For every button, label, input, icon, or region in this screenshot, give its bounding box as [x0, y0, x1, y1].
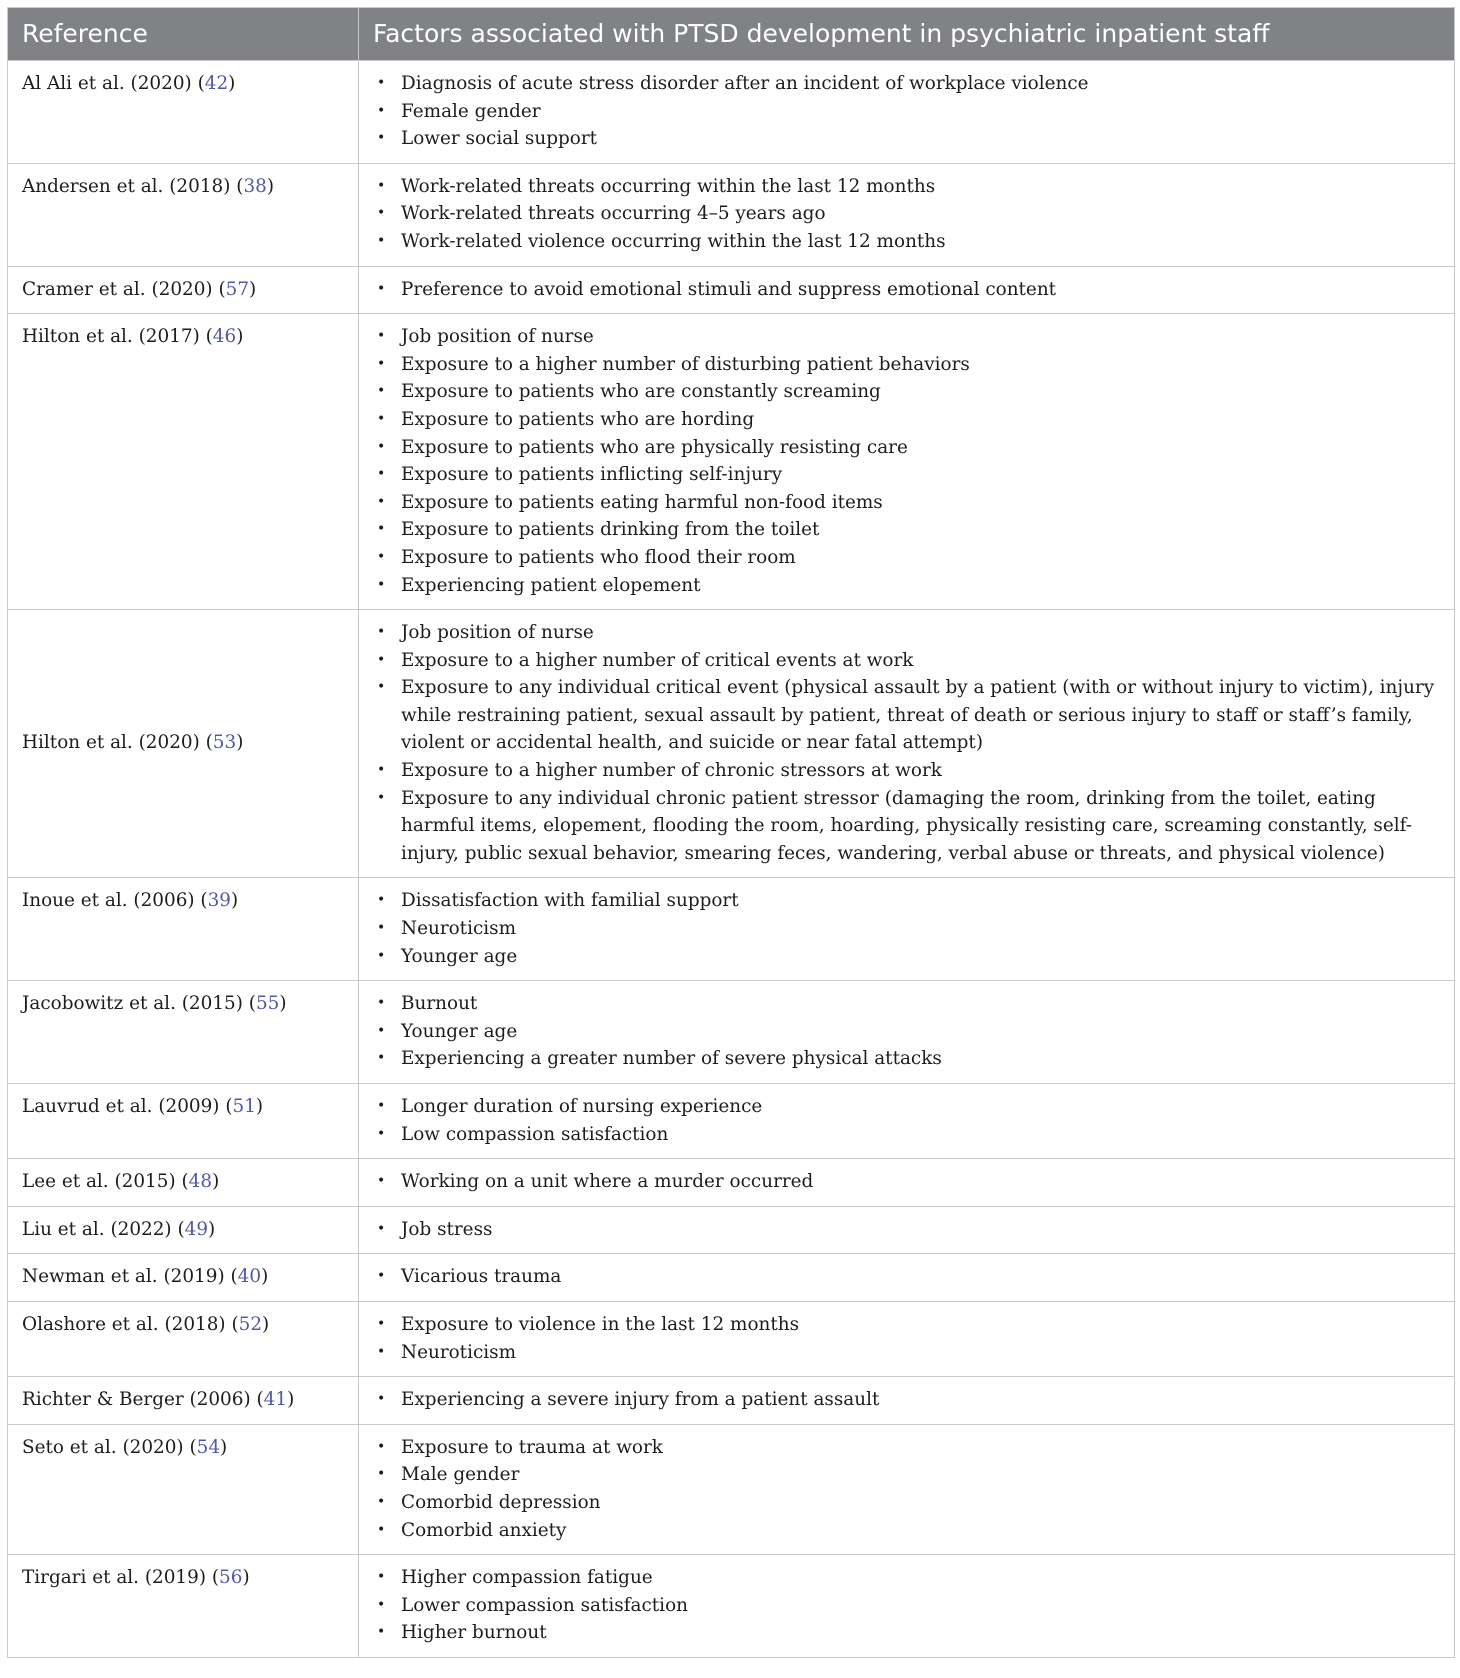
factor-item: • Low compassion satisfaction [373, 1121, 1440, 1149]
factor-item: • Comorbid anxiety [373, 1517, 1440, 1545]
factor-item: • Burnout [373, 990, 1440, 1018]
citation-link[interactable]: 55 [255, 993, 280, 1015]
factor-item: • Higher compassion fatigue [373, 1564, 1440, 1592]
factors-cell [359, 1424, 1455, 1554]
table-row [8, 1159, 1455, 1207]
factors-list [373, 1386, 1440, 1414]
factor-item: • Diagnosis of acute stress disorder after an incident of workplace violence [373, 70, 1440, 98]
reference-cell: Newman et al. (2019) (40) [8, 1254, 359, 1302]
reference-text: Cramer et al. (2020) [22, 278, 213, 300]
factor-item: • Exposure to patients who are constantly screaming [373, 378, 1440, 406]
factors-list [373, 887, 1440, 970]
reference-cell: Andersen et al. (2018) (38) [8, 163, 359, 266]
table-row [8, 1301, 1455, 1376]
factor-item: • Job position of nurse [373, 323, 1440, 351]
reference-cell: Inoue et al. (2006) (39) [8, 878, 359, 981]
factors-list [373, 990, 1440, 1073]
reference-text: Liu et al. (2022) [22, 1218, 172, 1240]
table-row [8, 981, 1455, 1084]
factors-list [373, 1311, 1440, 1366]
reference-text: Newman et al. (2019) [22, 1266, 225, 1288]
citation-link[interactable]: 46 [212, 326, 237, 348]
factors-list [373, 619, 1440, 867]
factor-item: • Work-related threats occurring within the last 12 months [373, 173, 1440, 201]
factors-list [373, 1168, 1440, 1196]
citation-link[interactable]: 52 [238, 1313, 263, 1335]
factor-item: • Preference to avoid emotional stimuli and suppress emotional content [373, 276, 1440, 304]
factor-item: • Job position of nurse [373, 619, 1440, 647]
table-row [8, 1254, 1455, 1302]
factor-item: • Female gender [373, 98, 1440, 126]
table-row [8, 61, 1455, 164]
reference-cell: Jacobowitz et al. (2015) (55) [8, 981, 359, 1084]
factors-cell [359, 163, 1455, 266]
factors-cell [359, 61, 1455, 164]
citation-link[interactable]: 41 [263, 1389, 288, 1411]
table-row [8, 1206, 1455, 1254]
reference-cell: Hilton et al. (2017) (46) [8, 314, 359, 610]
reference-cell: Hilton et al. (2020) (53) [8, 610, 359, 878]
reference-cell: Al Ali et al. (2020) (42) [8, 61, 359, 164]
factor-item: • Work-related violence occurring within the last 12 months [373, 228, 1440, 256]
factors-cell [359, 1555, 1455, 1658]
reference-cell: Olashore et al. (2018) (52) [8, 1301, 359, 1376]
factors-cell [359, 878, 1455, 981]
factor-item: • Work-related threats occurring 4–5 years ago [373, 200, 1440, 228]
factor-item: • Exposure to patients who flood their room [373, 544, 1440, 572]
factors-list [373, 1263, 1440, 1291]
reference-text: Jacobowitz et al. (2015) [22, 993, 243, 1015]
factor-item: • Exposure to patients who are hording [373, 406, 1440, 434]
factor-item: • Exposure to trauma at work [373, 1434, 1440, 1462]
reference-cell: Cramer et al. (2020) (57) [8, 266, 359, 314]
factor-item: • Exposure to a higher number of critical events at work [373, 647, 1440, 675]
factors-cell [359, 1159, 1455, 1207]
factors-list [373, 173, 1440, 256]
factors-cell [359, 1084, 1455, 1159]
reference-text: Inoue et al. (2006) [22, 890, 195, 912]
factors-list [373, 1093, 1440, 1148]
factors-list [373, 70, 1440, 153]
reference-text: Tirgari et al. (2019) [22, 1567, 207, 1589]
factors-list [373, 1564, 1440, 1647]
factor-item: • Younger age [373, 943, 1440, 971]
table-row [8, 610, 1455, 878]
reference-text: Al Ali et al. (2020) [22, 73, 192, 94]
citation-link[interactable]: 56 [219, 1567, 243, 1589]
table-row [8, 1084, 1455, 1159]
citation-link[interactable]: 49 [184, 1218, 209, 1240]
factor-item: • Longer duration of nursing experience [373, 1093, 1440, 1121]
table-row [8, 1424, 1455, 1554]
reference-text: Hilton et al. (2020) [22, 732, 200, 754]
factors-list [373, 1216, 1440, 1244]
factor-item: • Experiencing a severe injury from a patient assault [373, 1386, 1440, 1414]
factor-item: • Exposure to any individual chronic patient stressor (damaging the room, drinking from the toilet, eating harmful items, elopement, flooding the room, hoarding, physically resisting care, screaming constantly, self-injury, public sexual behavior, smearing feces, wandering, verbal abuse or threats, and physical violence) [373, 785, 1440, 868]
factor-item: • Working on a unit where a murder occurred [373, 1168, 1440, 1196]
reference-cell: Lee et al. (2015) (48) [8, 1159, 359, 1207]
column-header-reference: Reference [8, 8, 359, 61]
citation-link[interactable]: 51 [232, 1096, 256, 1117]
factors-cell [359, 610, 1455, 878]
citation-link[interactable]: 39 [207, 890, 232, 912]
factor-item: • Exposure to patients who are physically resisting care [373, 434, 1440, 462]
factors-cell [359, 981, 1455, 1084]
factor-item: • Job stress [373, 1216, 1440, 1244]
citation-link[interactable]: 42 [204, 73, 229, 94]
column-header-factors: Factors associated with PTSD development in psychiatric inpatient staff [359, 8, 1455, 61]
factor-item: • Higher burnout [373, 1619, 1440, 1647]
reference-cell: Richter & Berger (2006) (41) [8, 1377, 359, 1425]
reference-text: Lee et al. (2015) [22, 1171, 176, 1193]
factor-item: • Dissatisfaction with familial support [373, 887, 1440, 915]
citation-link[interactable]: 48 [188, 1171, 213, 1193]
factors-cell [359, 314, 1455, 610]
factor-item: • Experiencing a greater number of severe physical attacks [373, 1045, 1440, 1073]
citation-link[interactable]: 57 [225, 278, 250, 300]
factors-cell [359, 1377, 1455, 1425]
factor-item: • Exposure to violence in the last 12 months [373, 1311, 1440, 1339]
factor-item: • Neuroticism [373, 915, 1440, 943]
factor-item: • Exposure to any individual critical event (physical assault by a patient (with or without injury to victim), injury while restraining patient, sexual assault by patient, threat of death or serious injury to staff or staff’s family, violent or accidental health, and suicide or near fatal attempt) [373, 674, 1440, 757]
reference-cell: Tirgari et al. (2019) (56) [8, 1555, 359, 1658]
factor-item: • Neuroticism [373, 1339, 1440, 1367]
reference-text: Andersen et al. (2018) [22, 175, 231, 197]
factor-item: • Lower social support [373, 125, 1440, 153]
table-body [8, 61, 1455, 1658]
table-row [8, 163, 1455, 266]
factor-item: • Experiencing patient elopement [373, 572, 1440, 600]
reference-text: Seto et al. (2020) [22, 1436, 184, 1458]
ptsd-factors-table [7, 7, 1455, 1658]
reference-cell: Liu et al. (2022) (49) [8, 1206, 359, 1254]
factors-cell [359, 266, 1455, 314]
factor-item: • Exposure to a higher number of chronic stressors at work [373, 757, 1440, 785]
factor-item: • Comorbid depression [373, 1489, 1440, 1517]
factor-item: • Exposure to patients inflicting self-injury [373, 461, 1440, 489]
factors-cell [359, 1254, 1455, 1302]
citation-link[interactable]: 54 [196, 1436, 221, 1458]
table-header-row [8, 8, 1455, 61]
citation-link[interactable]: 38 [243, 175, 267, 197]
reference-text: Richter & Berger (2006) [22, 1389, 251, 1411]
factor-item: • Male gender [373, 1461, 1440, 1489]
factor-item: • Exposure to patients eating harmful non-food items [373, 489, 1440, 517]
factor-item: • Lower compassion satisfaction [373, 1592, 1440, 1620]
reference-text: Hilton et al. (2017) [22, 326, 200, 348]
reference-cell: Seto et al. (2020) (54) [8, 1424, 359, 1554]
reference-text: Lauvrud et al. (2009) [22, 1096, 220, 1117]
factors-list [373, 323, 1440, 599]
factors-cell [359, 1301, 1455, 1376]
table-row [8, 878, 1455, 981]
citation-link[interactable]: 53 [212, 732, 237, 754]
reference-text: Olashore et al. (2018) [22, 1313, 226, 1335]
factors-cell [359, 1206, 1455, 1254]
table-row [8, 266, 1455, 314]
factor-item: • Exposure to a higher number of disturbing patient behaviors [373, 351, 1440, 379]
citation-link[interactable]: 40 [237, 1266, 262, 1288]
factors-list [373, 1434, 1440, 1544]
table-row [8, 1555, 1455, 1658]
table-row [8, 1377, 1455, 1425]
factor-item: • Younger age [373, 1018, 1440, 1046]
factors-list [373, 276, 1440, 304]
table-row [8, 314, 1455, 610]
factor-item: • Exposure to patients drinking from the toilet [373, 516, 1440, 544]
reference-cell: Lauvrud et al. (2009) (51) [8, 1084, 359, 1159]
factor-item: • Vicarious trauma [373, 1263, 1440, 1291]
